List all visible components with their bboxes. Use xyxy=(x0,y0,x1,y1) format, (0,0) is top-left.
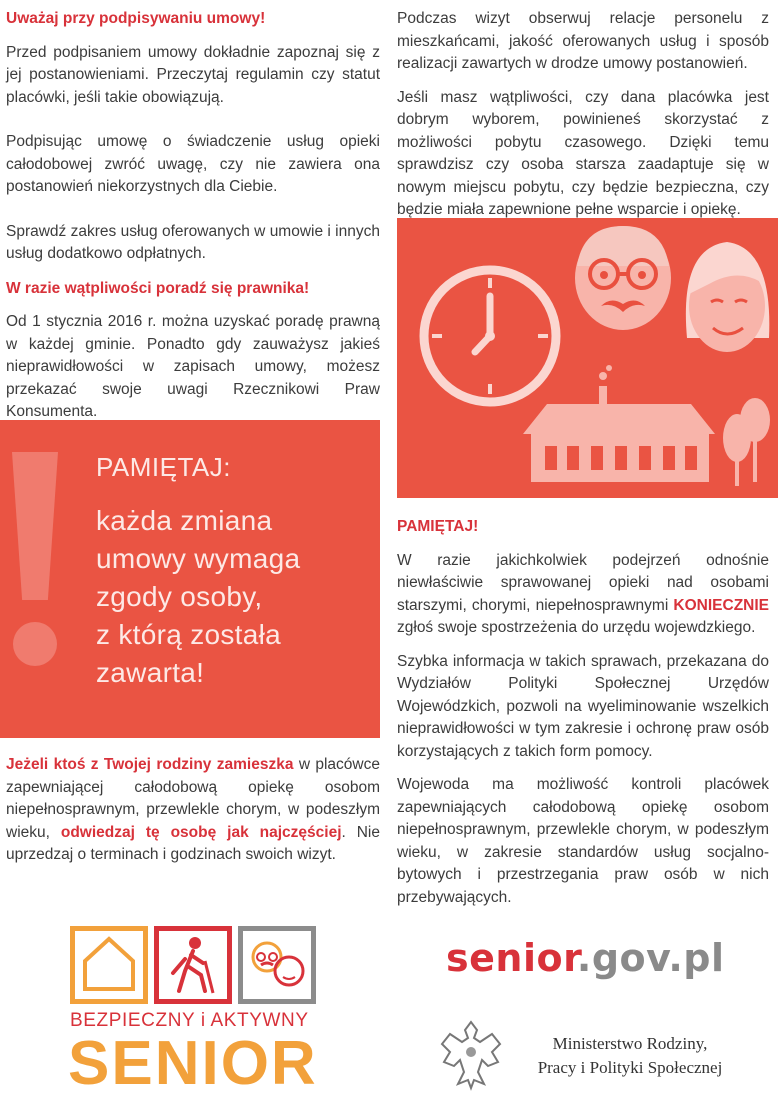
paragraph-temporary-stay: Jeśli masz wątpliwości, czy dana placówka jest dobrym wyborem, powinieneś skorzystać z możliwości pobytu czasowego. Dzięki temu sprawdzisz czy osoba starsza zaadaptuje się w nowym miejscu pobytu, czy będzie bezpieczna, czy będzie miała zapewnione pełne wsparcie i opiekę. xyxy=(397,88,769,218)
ministry-line-1: Ministerstwo Rodziny, xyxy=(552,1034,708,1053)
grandmother-icon xyxy=(686,242,769,352)
house-outline-icon xyxy=(75,931,143,999)
exclamation-dot-icon xyxy=(13,622,57,666)
logo-walker-box xyxy=(154,926,232,1004)
visit-text: w placówce zapewniającej całodobową opiekę osobom niepełnosprawnym, przewlekle chorym, w podeszłym wieku, xyxy=(6,756,380,841)
right-column-bottom xyxy=(397,516,769,931)
callout-body xyxy=(96,502,300,692)
clock-icon xyxy=(424,270,556,402)
visit-highlight-1: Jeżeli ktoś z Twojej rodziny zamieszka xyxy=(6,756,294,773)
callout-line: zawarta! xyxy=(96,657,205,688)
paragraph-read-contract: Przed podpisaniem umowy dokładnie zapoznaj się z jej postanowieniami. Przeczytaj regulamin czy statut placówki, jeśli takie obowiązują. xyxy=(6,43,380,106)
paragraph-legal-advice: Od 1 stycznia 2016 r. można uzyskać poradę prawną w każdej gminie. Ponadto gdy zauważysz jakieś nieprawidłowości w zapisach umowy, możesz przekazać swoje uwagi Rzecznikowi Praw Konsumenta. xyxy=(6,313,380,420)
report-text-end: zgłoś swoje spostrzeżenia do urzędu wojewdzkiego. xyxy=(397,619,756,636)
logo-tagline: BEZPIECZNY i AKTYWNY xyxy=(70,1010,309,1031)
paragraph-quick-info: Szybka informacja w takich sprawach, przekazana do Wydziałów Polityki Społecznej Urzędów Wojewódzkich, pozwoli na wyeliminowanie wszelkich nieprawidłowości w tym zakresie i ochronę praw osób korzystających z takich form pomocy. xyxy=(397,652,769,760)
callout-line: każda zmiana xyxy=(96,505,273,536)
website-part-domain: .gov.pl xyxy=(576,936,725,980)
visit-highlight-2: odwiedzaj tę osobę jak najczęściej xyxy=(60,823,342,841)
walker-icon xyxy=(159,931,227,999)
heading-lawyer: W razie wątpliwości poradź się prawnika! xyxy=(6,279,310,297)
house-icon xyxy=(523,365,715,482)
paragraph-visits xyxy=(6,754,380,867)
eagle-emblem-icon xyxy=(438,1016,504,1094)
report-highlight: KONIECZNIE xyxy=(673,596,769,614)
paragraph-observe: Podczas wizyt obserwuj relacje personelu z mieszkańcami, jakość oferowanych usług i sposób realizacji zawartych w drodze umowy postanowień. xyxy=(397,10,769,72)
paragraph-service-scope: Sprawdź zakres usług oferowanych w umowie i innych usług dodatkowo odpłatnych. xyxy=(6,222,380,262)
ministry-name xyxy=(520,1032,740,1080)
left-bottom-column xyxy=(6,754,380,889)
illustration-panel xyxy=(397,218,778,498)
grandfather-icon xyxy=(575,226,671,330)
paragraph-check-clauses: Podpisując umowę o świadczenie usług opieki całodobowej zwróć uwagę, czy nie zawiera ona postanowień niekorzystnych dla Ciebie. xyxy=(6,133,380,195)
paragraph-report xyxy=(397,550,769,640)
illustration-svg xyxy=(397,218,778,498)
logo-seniors-box xyxy=(238,926,316,1004)
logo-house-box xyxy=(70,926,148,1004)
left-column xyxy=(6,8,380,446)
paragraph-voivode: Wojewoda ma możliwość kontroli placówek zapewniających całodobową opiekę osobom niepełnosprawnym, przewlekle chorym, w podeszłym wieku, w zakresie standardów usług socjalno-bytowych i przestrzegania praw osób w nich przebywających. xyxy=(397,776,769,906)
heading-signing: Uważaj przy podpisywaniu umowy! xyxy=(6,10,266,27)
callout-line: zgody osoby, xyxy=(96,581,263,612)
visit-text-end: . Nie uprzedzaj o terminach i godzinach swoich wizyt. xyxy=(6,823,380,863)
tree-icon xyxy=(723,398,770,486)
callout-line: z którą została xyxy=(96,619,282,650)
logo-senior-word: SENIOR xyxy=(68,1029,318,1098)
website-address xyxy=(446,936,724,980)
callout-title: PAMIĘTAJ: xyxy=(96,452,231,482)
report-text: W razie jakichkolwiek podejrzeń odnośnie niewłaściwie sprawowanej opieki nad osobami starszymi, chorymi, niepełnosprawnymi xyxy=(397,551,769,614)
seniors-couple-icon xyxy=(243,931,311,999)
callout-line: umowy wymaga xyxy=(96,543,301,574)
website-part-senior: senior xyxy=(446,936,577,980)
heading-remember: PAMIĘTAJ! xyxy=(397,518,479,535)
ministry-line-2: Pracy i Polityki Społecznej xyxy=(537,1058,723,1077)
right-column-top xyxy=(397,8,769,244)
